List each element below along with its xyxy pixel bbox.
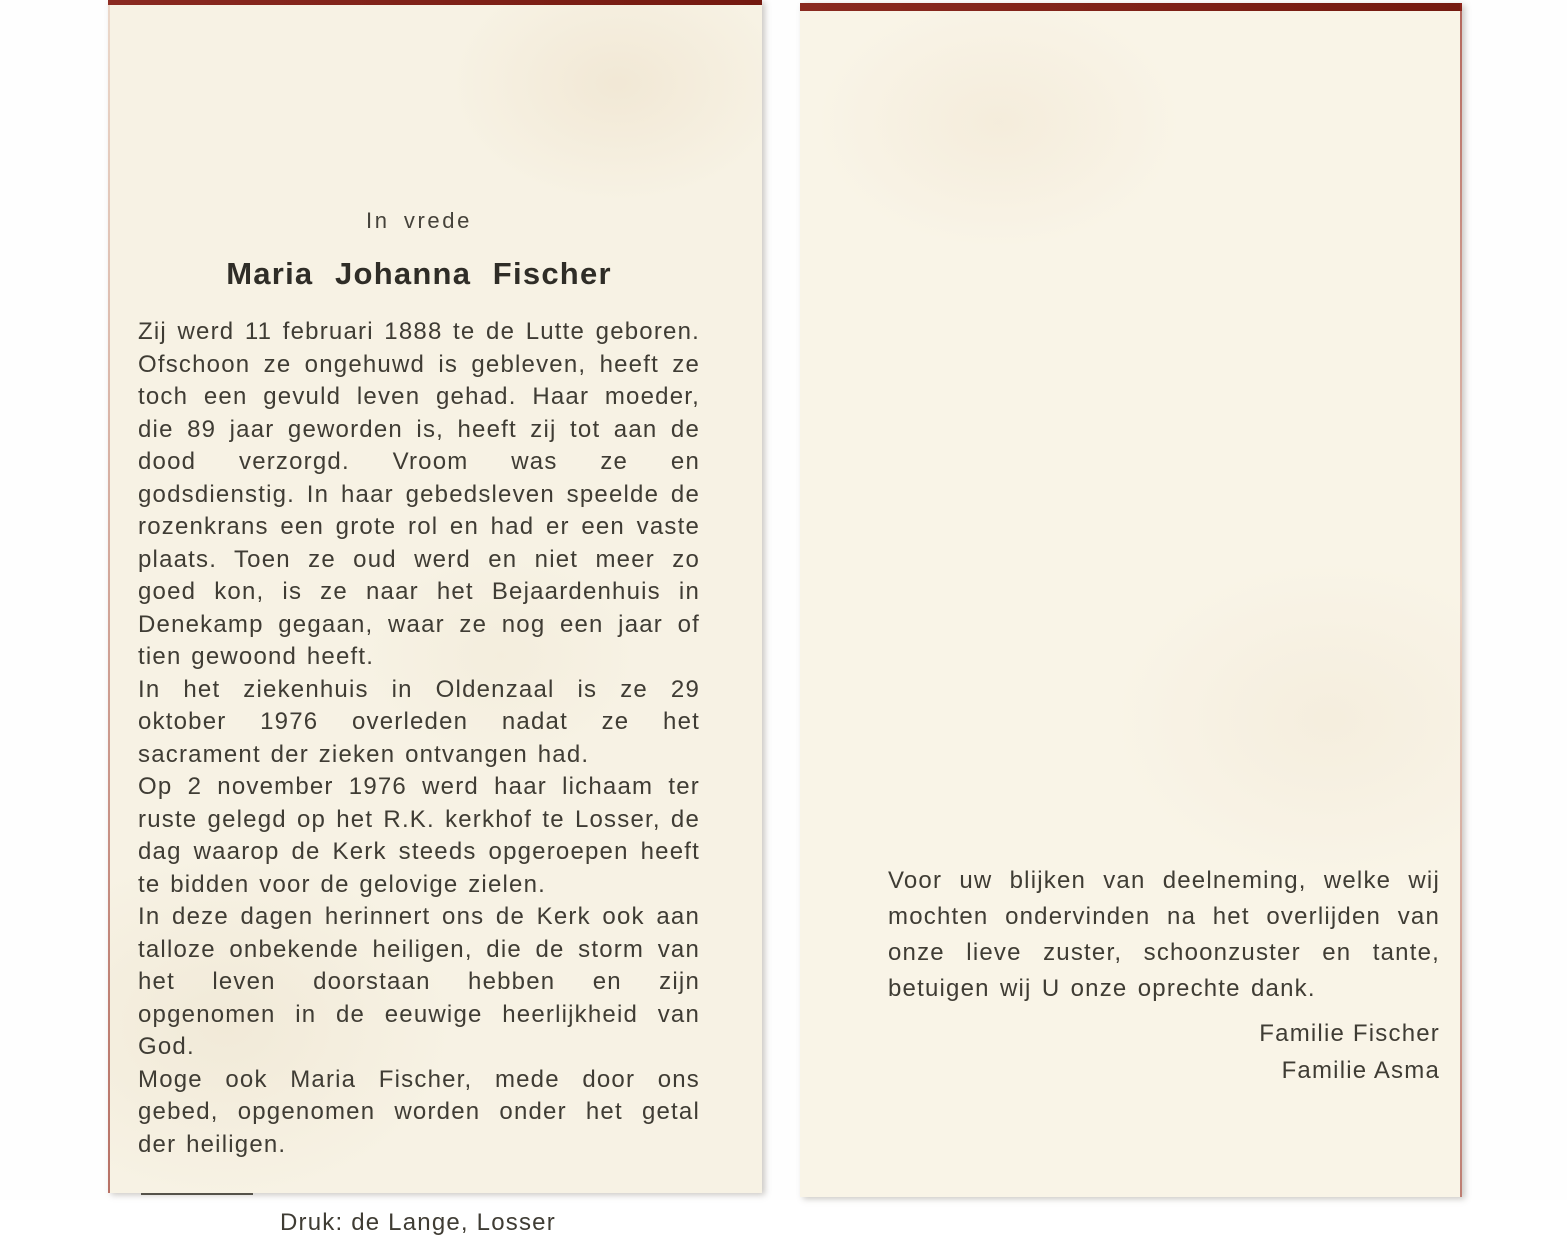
memorial-paragraph: Op 2 november 1976 werd haar lichaam ter ruste gelegd op het R.K. kerkhof te Losser, de dag waarop de Kerk steeds opgeroepen heeft te bidden voor de gelovige zielen. [138, 773, 700, 898]
signature-line: Familie Fischer [1259, 1020, 1440, 1047]
memorial-paragraph: Zij werd 11 februari 1888 te de Lutte geboren. Ofschoon ze ongehuwd is gebleven, heeft ze toch een gevuld leven gehad. Haar moeder, die 89 jaar geworden is, heeft zij tot aan de dood verzorgd. Vroom was ze en godsdienstig. In haar gebedsleven speelde de rozenkrans een grote rol en had er een vaste plaats. Toen ze oud werd en niet meer zo goed kon, is ze naar het Bejaardenhuis in Denekamp gegaan, waar ze nog een jaar of tien gewoond heeft. [138, 318, 700, 670]
family-signatures [888, 1015, 1440, 1089]
signature-line: Familie Asma [1281, 1057, 1440, 1084]
deceased-name-title: Maria Johanna Fischer [226, 256, 612, 291]
card-header: In vrede [365, 208, 473, 233]
memorial-paragraph: In het ziekenhuis in Oldenzaal is ze 29 oktober 1976 overleden nadat ze het sacrament der zieken ontvangen had. [138, 675, 700, 768]
left-page-content [108, 0, 762, 1236]
acknowledgement-text: Voor uw blijken van deelneming, welke wij mochten ondervinden na het overlijden van onze lieve zuster, schoonzuster en tante, betuigen wij U onze oprechte dank. [888, 867, 1440, 1002]
printer-credit: Druk: de Lange, Losser [280, 1209, 556, 1236]
divider-rule [141, 1193, 253, 1195]
memorial-paragraph: Moge ook Maria Fischer, mede door ons gebed, opgenomen worden onder het getal der heiligen. [138, 1065, 700, 1158]
memorial-card-left-page [108, 0, 762, 1236]
memorial-text [138, 316, 700, 1161]
right-page-content [800, 3, 1462, 1197]
memorial-paragraph: In deze dagen herinnert ons de Kerk ook aan talloze onbekende heiligen, die de storm van het leven doorstaan hebben en zijn opgenomen in de eeuwige heerlijkheid van God. [138, 903, 700, 1060]
memorial-card-right-page [800, 3, 1462, 1197]
